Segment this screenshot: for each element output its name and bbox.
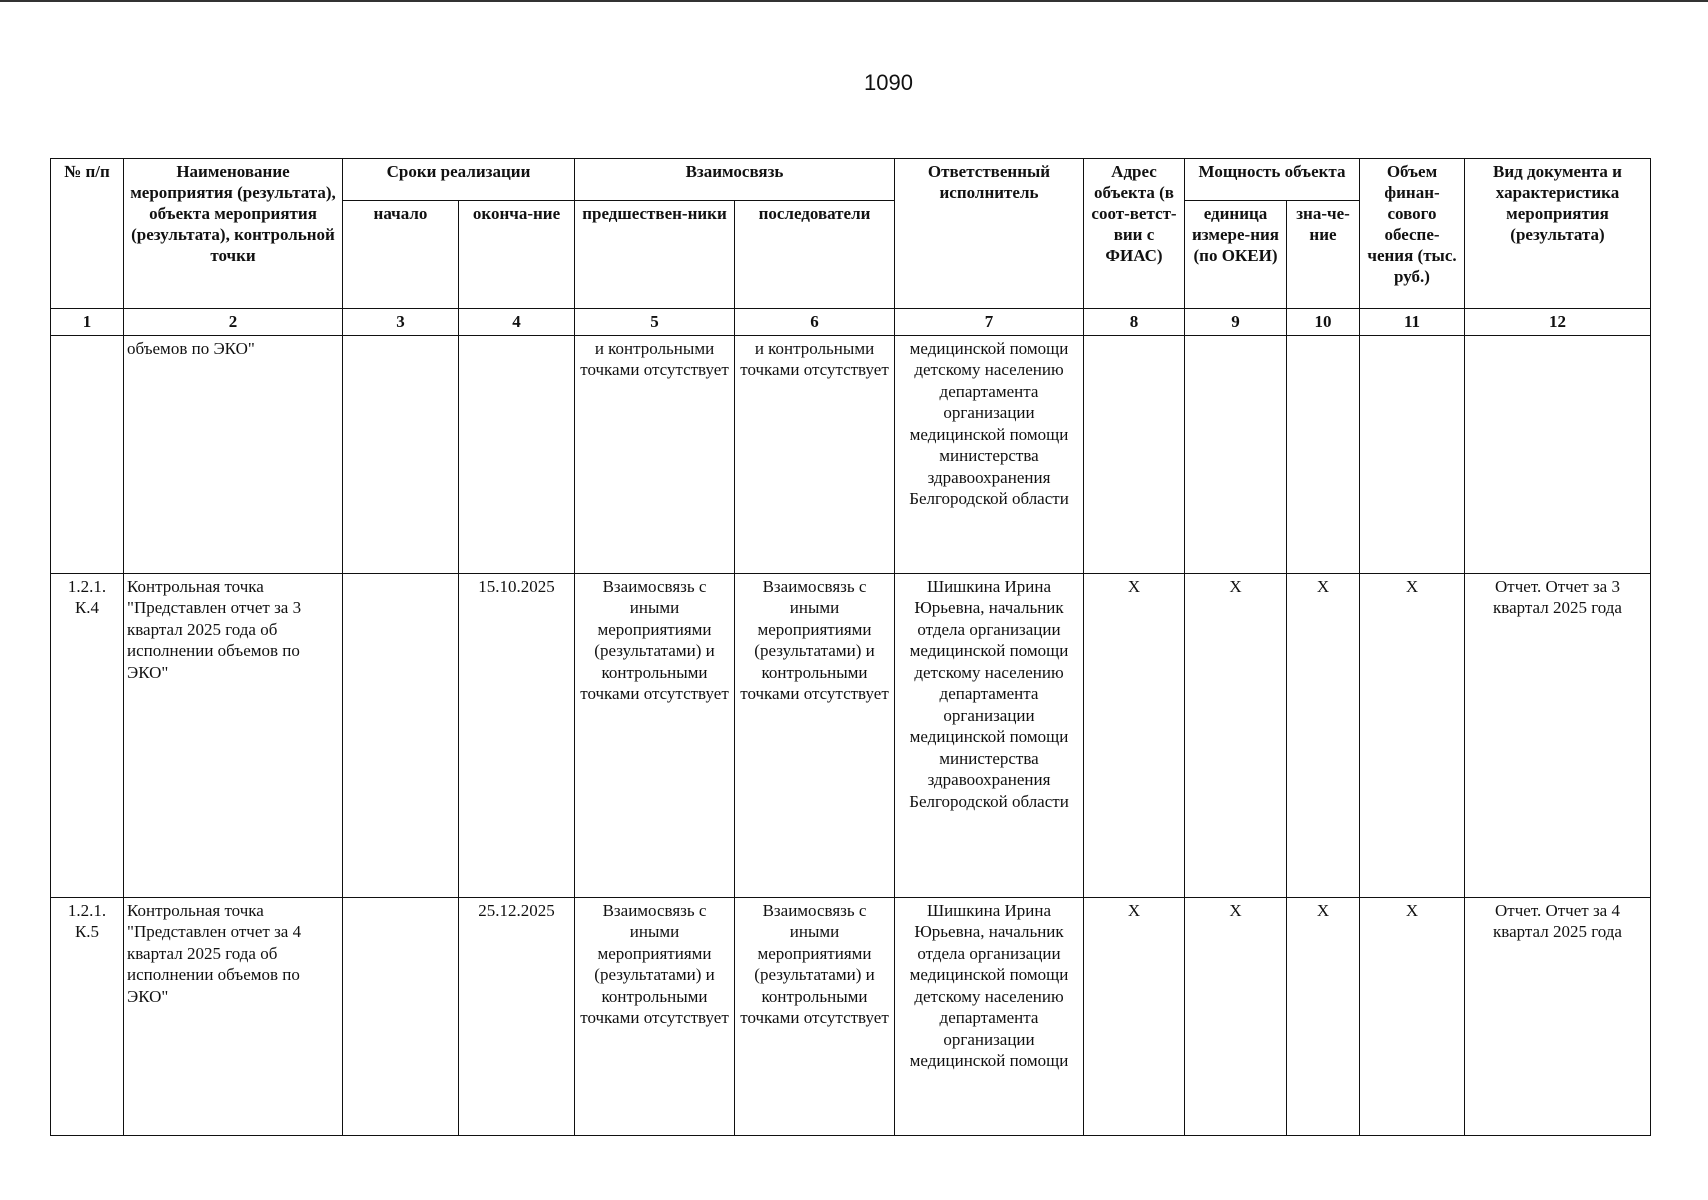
row-doc: Отчет. Отчет за 4 квартал 2025 года: [1465, 897, 1651, 1135]
row-unit: X: [1185, 573, 1287, 897]
header-volume: Объем финан-сового обеспе-чения (тыс. руб.): [1360, 159, 1465, 309]
row-start: [343, 335, 459, 573]
row-predecessors: Взаимосвязь с иными мероприятиями (результатами) и контрольными точками отсутствует: [575, 897, 735, 1135]
row-successors: Взаимосвязь с иными мероприятиями (результатами) и контрольными точками отсутствует: [735, 897, 895, 1135]
row-end: 15.10.2025: [459, 573, 575, 897]
row-successors: Взаимосвязь с иными мероприятиями (результатами) и контрольными точками отсутствует: [735, 573, 895, 897]
col-number: 7: [895, 309, 1084, 336]
row-value: X: [1287, 573, 1360, 897]
row-volume: X: [1360, 573, 1465, 897]
col-number: 2: [124, 309, 343, 336]
row-volume: X: [1360, 897, 1465, 1135]
col-number: 12: [1465, 309, 1651, 336]
row-end: [459, 335, 575, 573]
col-number: 6: [735, 309, 895, 336]
row-responsible: Шишкина Ирина Юрьевна, начальник отдела организации медицинской помощи детскому населению департамента организации медицинской помощи министерства здравоохранения Белгородской области: [895, 573, 1084, 897]
row-responsible: Шишкина Ирина Юрьевна, начальник отдела организации медицинской помощи детскому населению департамента организации медицинской помощи: [895, 897, 1084, 1135]
row-value: [1287, 335, 1360, 573]
row-predecessors: и контрольными точками отсутствует: [575, 335, 735, 573]
header-successors: последователи: [735, 201, 895, 309]
header-address: Адрес объекта (в соот-ветст-вии с ФИАС): [1084, 159, 1185, 309]
col-number: 3: [343, 309, 459, 336]
row-name: Контрольная точка "Представлен отчет за 4 квартал 2025 года об исполнении объемов по ЭКО": [124, 897, 343, 1135]
row-predecessors: Взаимосвязь с иными мероприятиями (результатами) и контрольными точками отсутствует: [575, 573, 735, 897]
page-number: 1090: [864, 70, 913, 95]
row-end: 25.12.2025: [459, 897, 575, 1135]
row-num: 1.2.1. К.5: [51, 897, 124, 1135]
header-relation: Взаимосвязь: [575, 159, 895, 201]
row-doc: [1465, 335, 1651, 573]
row-num: 1.2.1. К.4: [51, 573, 124, 897]
table-row: [51, 897, 1651, 1135]
header-doc-type: Вид документа и характеристика мероприятия (результата): [1465, 159, 1651, 309]
row-responsible: медицинской помощи детскому населению департамента организации медицинской помощи министерства здравоохранения Белгородской области: [895, 335, 1084, 573]
col-number: 10: [1287, 309, 1360, 336]
row-unit: [1185, 335, 1287, 573]
row-num: [51, 335, 124, 573]
table-row: [51, 335, 1651, 573]
col-number: 9: [1185, 309, 1287, 336]
row-address: X: [1084, 573, 1185, 897]
header-name: Наименование мероприятия (результата), объекта мероприятия (результата), контрольной точки: [124, 159, 343, 309]
row-start: [343, 573, 459, 897]
col-number: 1: [51, 309, 124, 336]
row-address: X: [1084, 897, 1185, 1135]
row-start: [343, 897, 459, 1135]
header-start: начало: [343, 201, 459, 309]
header-responsible: Ответственный исполнитель: [895, 159, 1084, 309]
column-numbers-row: [51, 309, 1651, 336]
header-capacity: Мощность объекта: [1185, 159, 1360, 201]
header-value: зна-че-ние: [1287, 201, 1360, 309]
col-number: 5: [575, 309, 735, 336]
row-name: объемов по ЭКО": [124, 335, 343, 573]
table-row: [51, 573, 1651, 897]
row-volume: [1360, 335, 1465, 573]
col-number: 11: [1360, 309, 1465, 336]
header-predecessors: предшествен-ники: [575, 201, 735, 309]
row-address: [1084, 335, 1185, 573]
col-number: 4: [459, 309, 575, 336]
row-unit: X: [1185, 897, 1287, 1135]
header-num: № п/п: [51, 159, 124, 309]
row-successors: и контрольными точками отсутствует: [735, 335, 895, 573]
header-end: оконча-ние: [459, 201, 575, 309]
header-unit: единица измере-ния (по ОКЕИ): [1185, 201, 1287, 309]
row-name: Контрольная точка "Представлен отчет за 3 квартал 2025 года об исполнении объемов по ЭКО": [124, 573, 343, 897]
plan-table: [50, 158, 1651, 1136]
row-doc: Отчет. Отчет за 3 квартал 2025 года: [1465, 573, 1651, 897]
top-border-line: [0, 0, 1708, 2]
col-number: 8: [1084, 309, 1185, 336]
header-terms: Сроки реализации: [343, 159, 575, 201]
row-value: X: [1287, 897, 1360, 1135]
